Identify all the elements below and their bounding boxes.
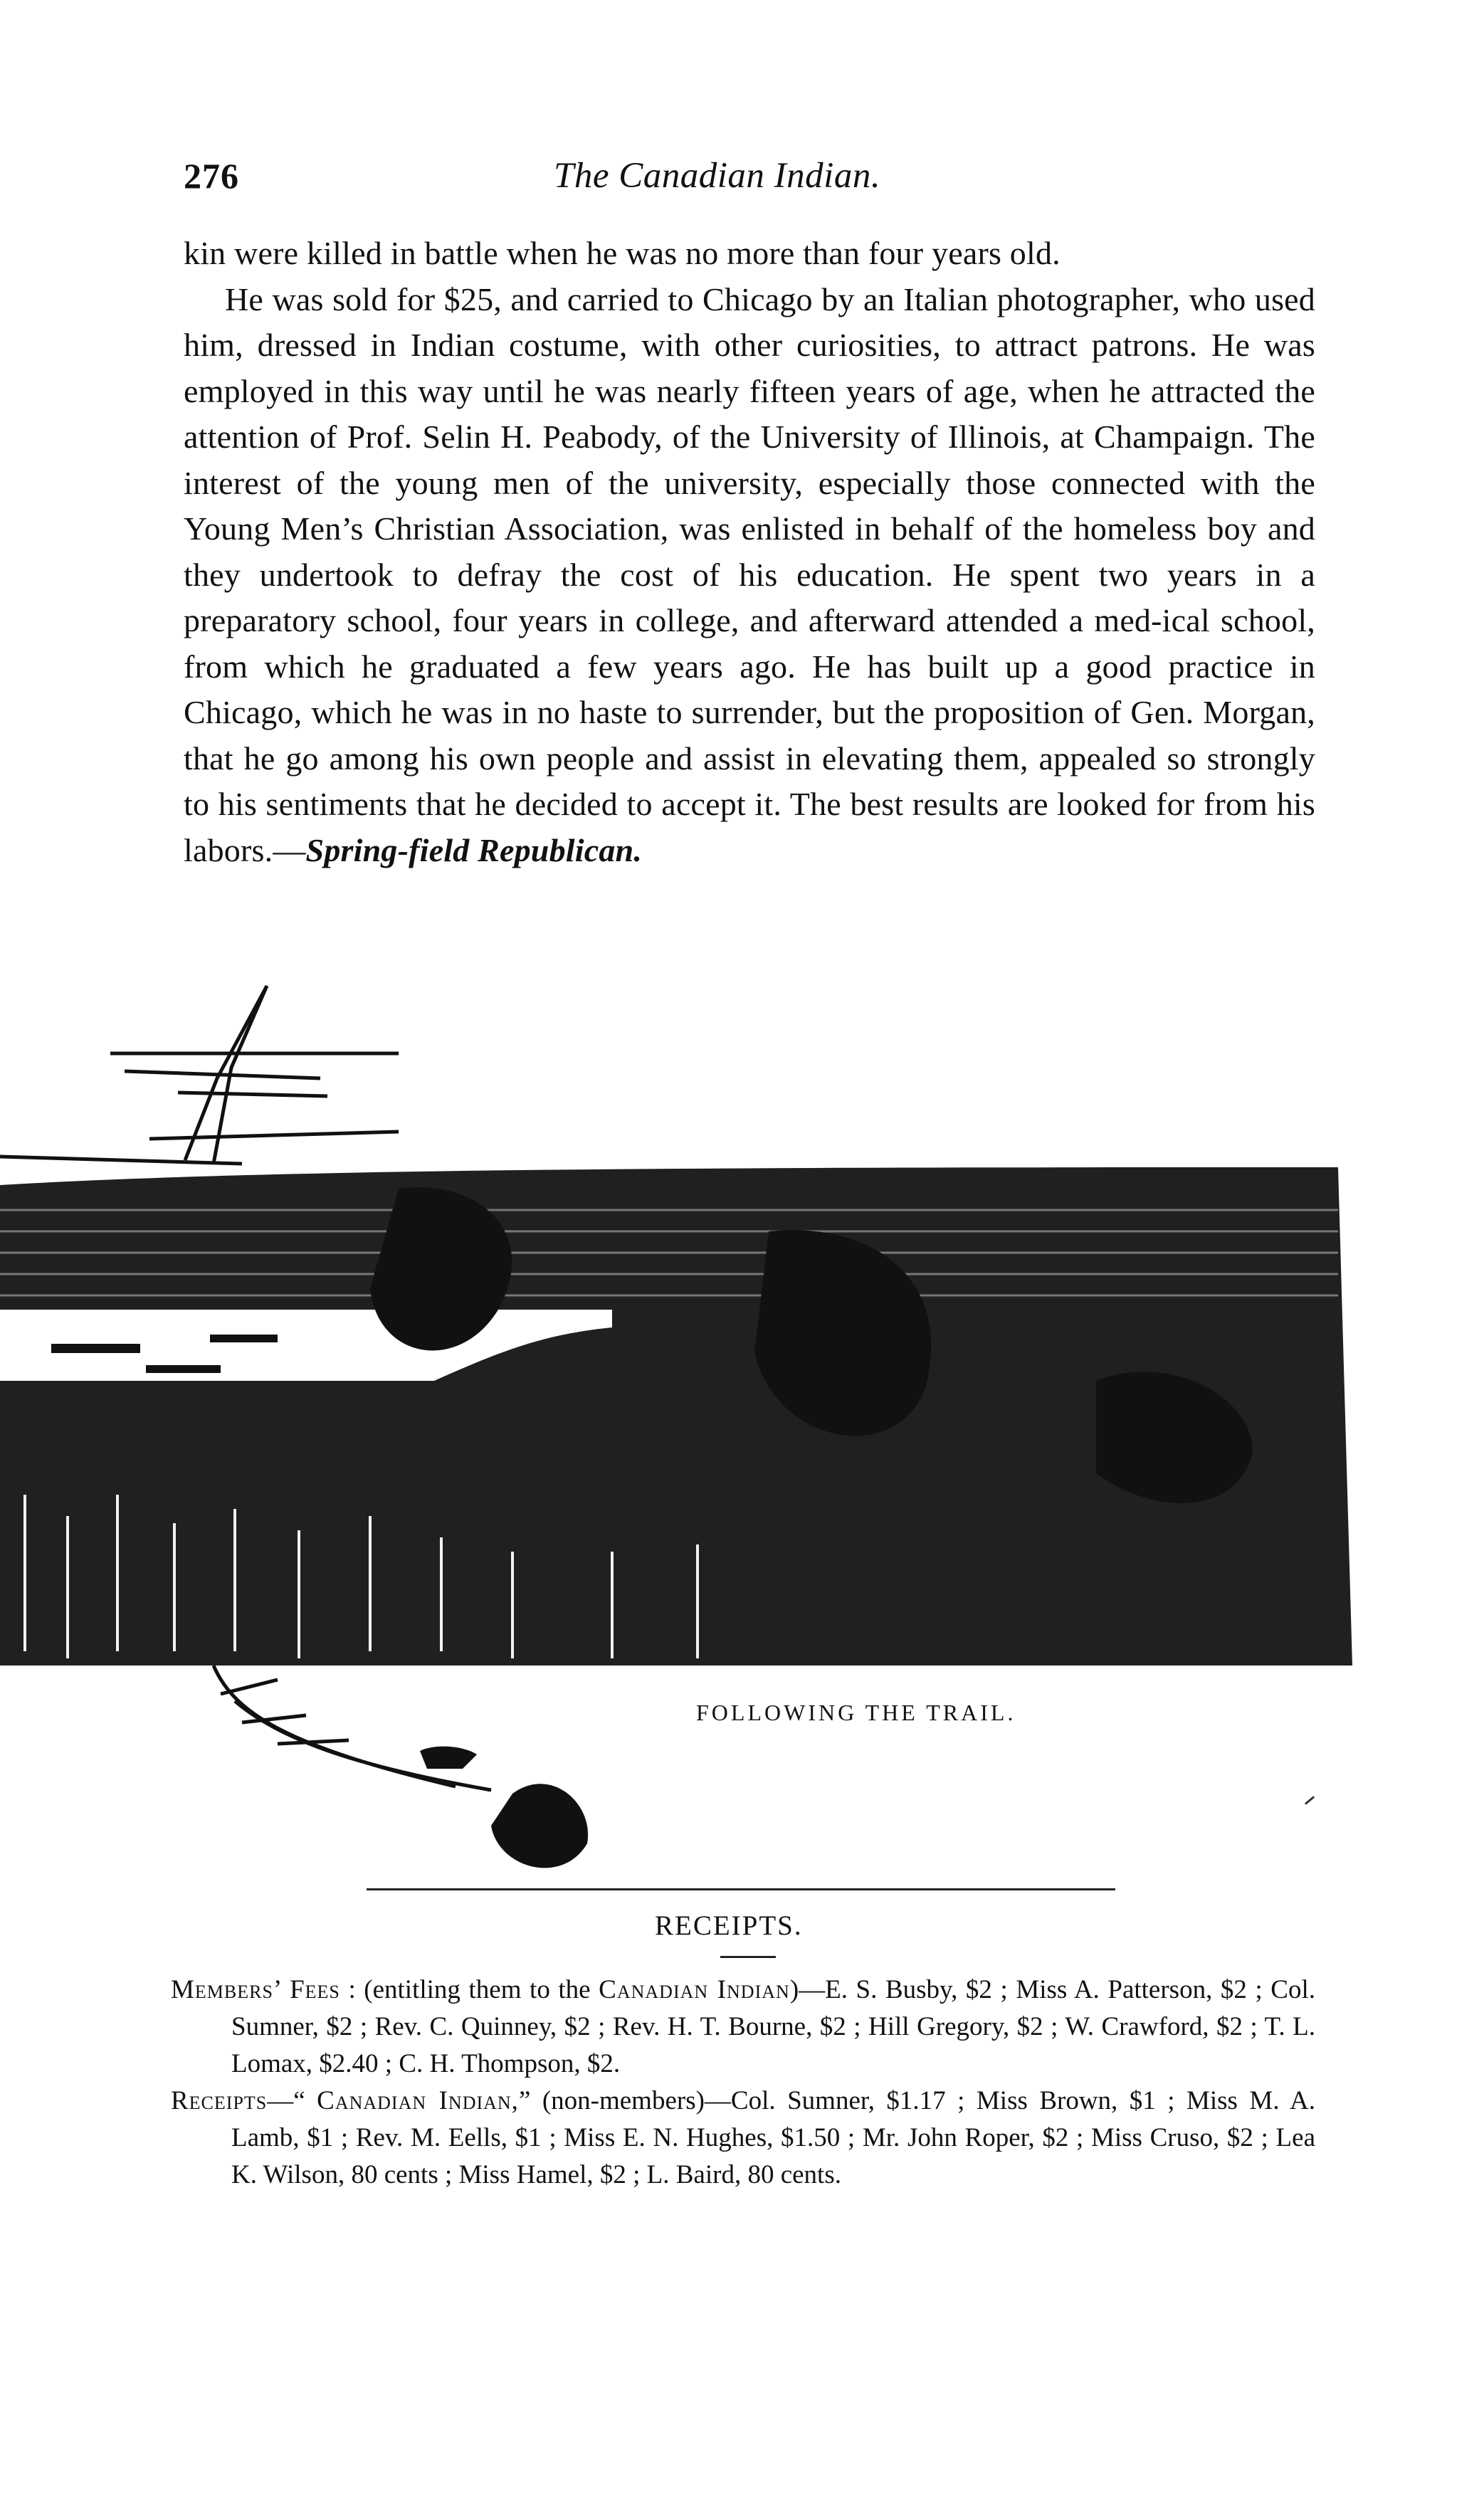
running-head	[184, 155, 1315, 205]
receipts-dash: —“	[267, 2086, 317, 2115]
article-body	[184, 231, 1315, 873]
article-paragraph	[184, 277, 1315, 874]
page-number: 276	[184, 156, 239, 196]
heading-rule	[720, 1956, 776, 1958]
members-fees-journal-name: Canadian Indian	[599, 1975, 790, 2004]
article-source: Spring-field Republican.	[305, 831, 643, 868]
receipts-list	[171, 1972, 1315, 2194]
members-fees-text: )—E. S. Busby, $2 ; Miss A. Patterson, $2 ; Col. Sumner, $2 ; Rev. C. Quinney, $2 ; Rev. H. T. Bourne, $2 ; Hill Gregory, $2 ; W. Crawford, $2 ; T. L. Lomax, $2.40 ; C. H. Thompson, $2.	[231, 1975, 1315, 2078]
receipts-label: Receipts	[171, 2086, 268, 2115]
journal-title: The Canadian Indian.	[554, 156, 881, 196]
following-the-trail-illustration	[0, 954, 1352, 1936]
receipts-text: ” (non-members)—Col. Sumner, $1.17 ; Miss Brown, $1 ; Miss M. A. Lamb, $1 ; Rev. M. Eells, $1 ; Miss E. N. Hughes, $1.50 ; Mr. John Roper, $2 ; Miss Cruso, $2 ; Lea K. Wilson, 80 cents ; Miss Hamel, $2 ; L. Baird, 80 cents.	[231, 2086, 1315, 2189]
receipts-journal-name: Canadian Indian,	[317, 2086, 519, 2115]
article-paragraph-text: He was sold for $25, and carried to Chicago by an Italian photographer, who used him, dressed in Indian costume, with other curiosities, to attract patrons. He was employed in this way until he was nearly fifteen years of age, when he attracted the attention of Prof. Selin H. Peabody, of the University of Illinois, at Champaign. The interest of the young men of the university, especially those connected with the Young Men’s Christian Association, was enlisted in behalf of the homeless boy and they undertook to defray the cost of his education. He spent two years in a preparatory school, four years in college, and afterward attended a med-ical school, from which he graduated a few years ago. He has built up a good practice in Chicago, which he was in no haste to surrender, but the proposition of Gen. Morgan, that he go among his own people and assist in elevating them, appealed so strongly to his sentiments that he decided to accept it. The best results are looked for from his labors.—	[184, 280, 1315, 868]
members-fees-entry	[171, 1972, 1315, 2083]
illustration-caption: FOLLOWING THE TRAIL.	[696, 1700, 1016, 1725]
section-divider	[367, 1888, 1115, 1890]
members-fees-open-text: : (entitling them to the	[340, 1975, 599, 2004]
receipts-entry	[171, 2083, 1315, 2194]
article-paragraph-continued: kin were killed in battle when he was no more than four years old.	[184, 235, 1061, 271]
members-fees-label: Members’ Fees	[171, 1975, 340, 2004]
receipts-heading: RECEIPTS.	[655, 1910, 803, 1941]
